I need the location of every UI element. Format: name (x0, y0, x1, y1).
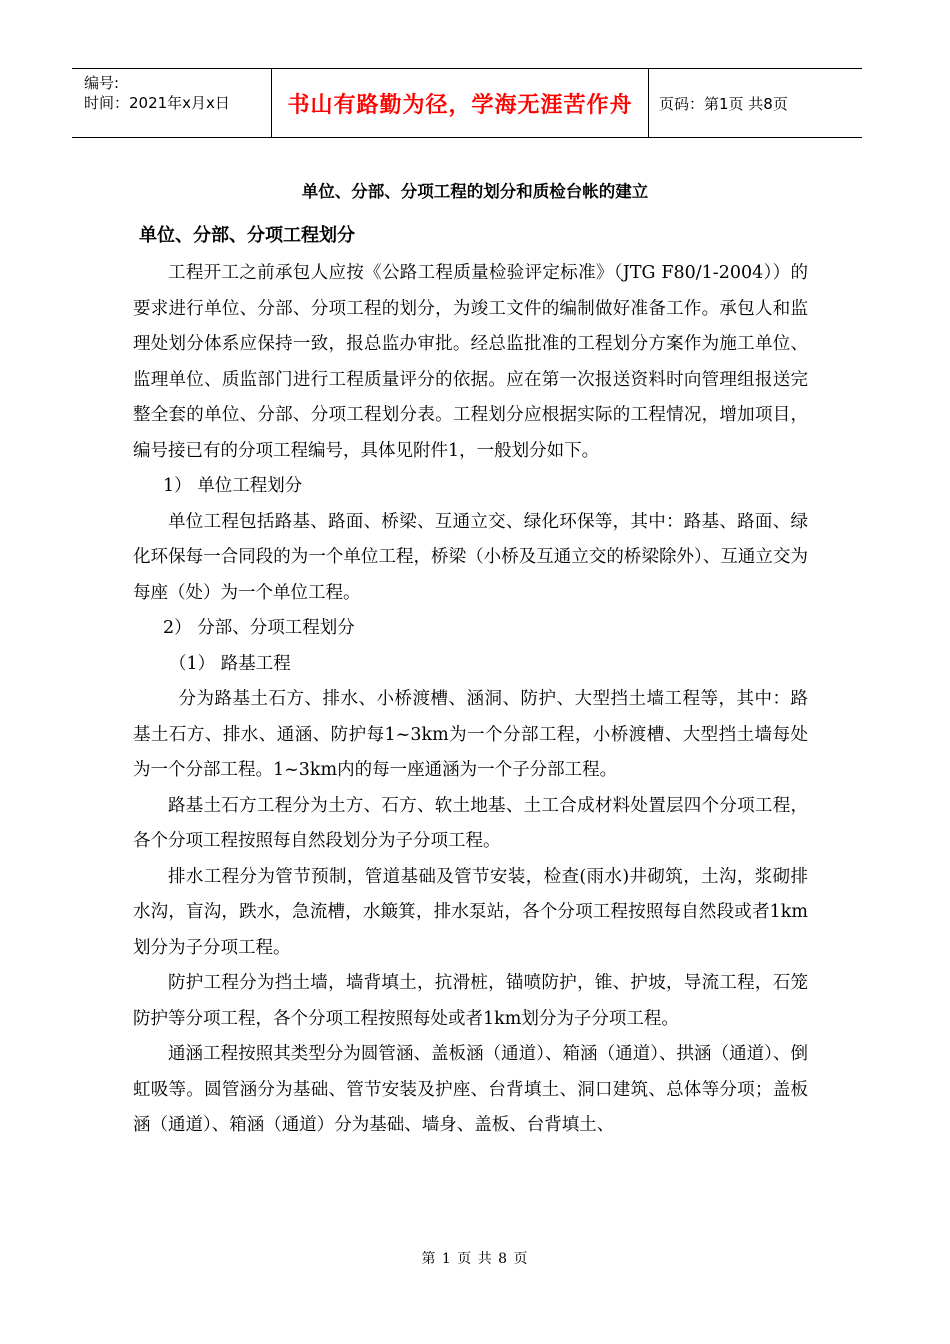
unit-division-heading: 1） 单位工程划分 (163, 476, 303, 496)
section-heading: 单位、分部、分项工程划分 (139, 225, 355, 246)
document-body (133, 220, 808, 1144)
earthwork-paragraph: 路基土石方工程分为土方、石方、软土地基、土工合成材料处置层四个分项工程，各个分项工程按照每自然段划分为子分项工程。 (133, 795, 808, 851)
header-meta (72, 69, 272, 137)
page-header (72, 68, 862, 138)
subdivision-heading: 2） 分部、分项工程划分 (163, 618, 355, 638)
header-page-info: 页码：第1页 共8页 (659, 94, 788, 113)
drainage-paragraph: 排水工程分为管节预制，管道基础及管节安装，检查(雨水)井砌筑，土沟，浆砌排水沟，盲沟，跌水，急流槽，水簸箕，排水泵站，各个分项工程按照每自然段或者1km划分为子分项工程。 (133, 866, 808, 958)
document-number-label: 编号: (84, 74, 120, 92)
subgrade-paragraph: 分为路基土石方、排水、小桥渡槽、涵洞、防护、大型挡土墙工程等，其中：路基土石方、排水、通涵、防护每1~3km为一个分部工程，小桥渡槽、大型挡土墙每处为一个分部工程。1~3km内的每一座通涵为一个子分部工程。 (133, 689, 808, 780)
document-time-label: 时间：2021年x月x日 (84, 94, 230, 112)
culvert-paragraph: 通涵工程按照其类型分为圆管涵、盖板涵（通道）、箱涵（通道）、拱涵（通道）、倒虹吸等。圆管涵分为基础、管节安装及护座、台背填土、洞口建筑、总体等分项；盖板涵（通道）、箱涵（通道）分为基础、墙身、盖板、台背填土、 (133, 1044, 808, 1135)
protection-paragraph: 防护工程分为挡土墙，墙背填土，抗滑桩，锚喷防护，锥、护坡，导流工程，石笼防护等分项工程，各个分项工程按照每处或者1km划分为子分项工程。 (133, 973, 808, 1029)
unit-division-paragraph: 单位工程包括路基、路面、桥梁、互通立交、绿化环保等，其中：路基、路面、绿化环保每一合同段的为一个单位工程，桥梁（小桥及互通立交的桥梁除外）、互通立交为每座（处）为一个单位工程。 (133, 511, 808, 603)
page-footer: 第 1 页 共 8 页 (421, 1251, 529, 1267)
intro-paragraph: 工程开工之前承包人应按《公路工程质量检验评定标准》（JTG F80/1-2004））的要求进行单位、分部、分项工程的划分，为竣工文件的编制做好准备工作。承包人和监理处划分体系应保持一致，报总监办审批。经总监批准的工程划分方案作为施工单位、监理单位、质监部门进行工程质量评分的依据。应在第一次报送资料时向管理组报送完整全套的单位、分部、分项工程划分表。工程划分应根据实际的工程情况，增加项目，编号接已有的分项工程编号，具体见附件1，一般划分如下。 (133, 263, 808, 461)
header-motto: 书山有路勤为径，学海无涯苦作舟 (272, 69, 649, 137)
document-title: 单位、分部、分项工程的划分和质检台帐的建立 (301, 182, 649, 201)
subgrade-heading: （1） 路基工程 (169, 653, 291, 674)
